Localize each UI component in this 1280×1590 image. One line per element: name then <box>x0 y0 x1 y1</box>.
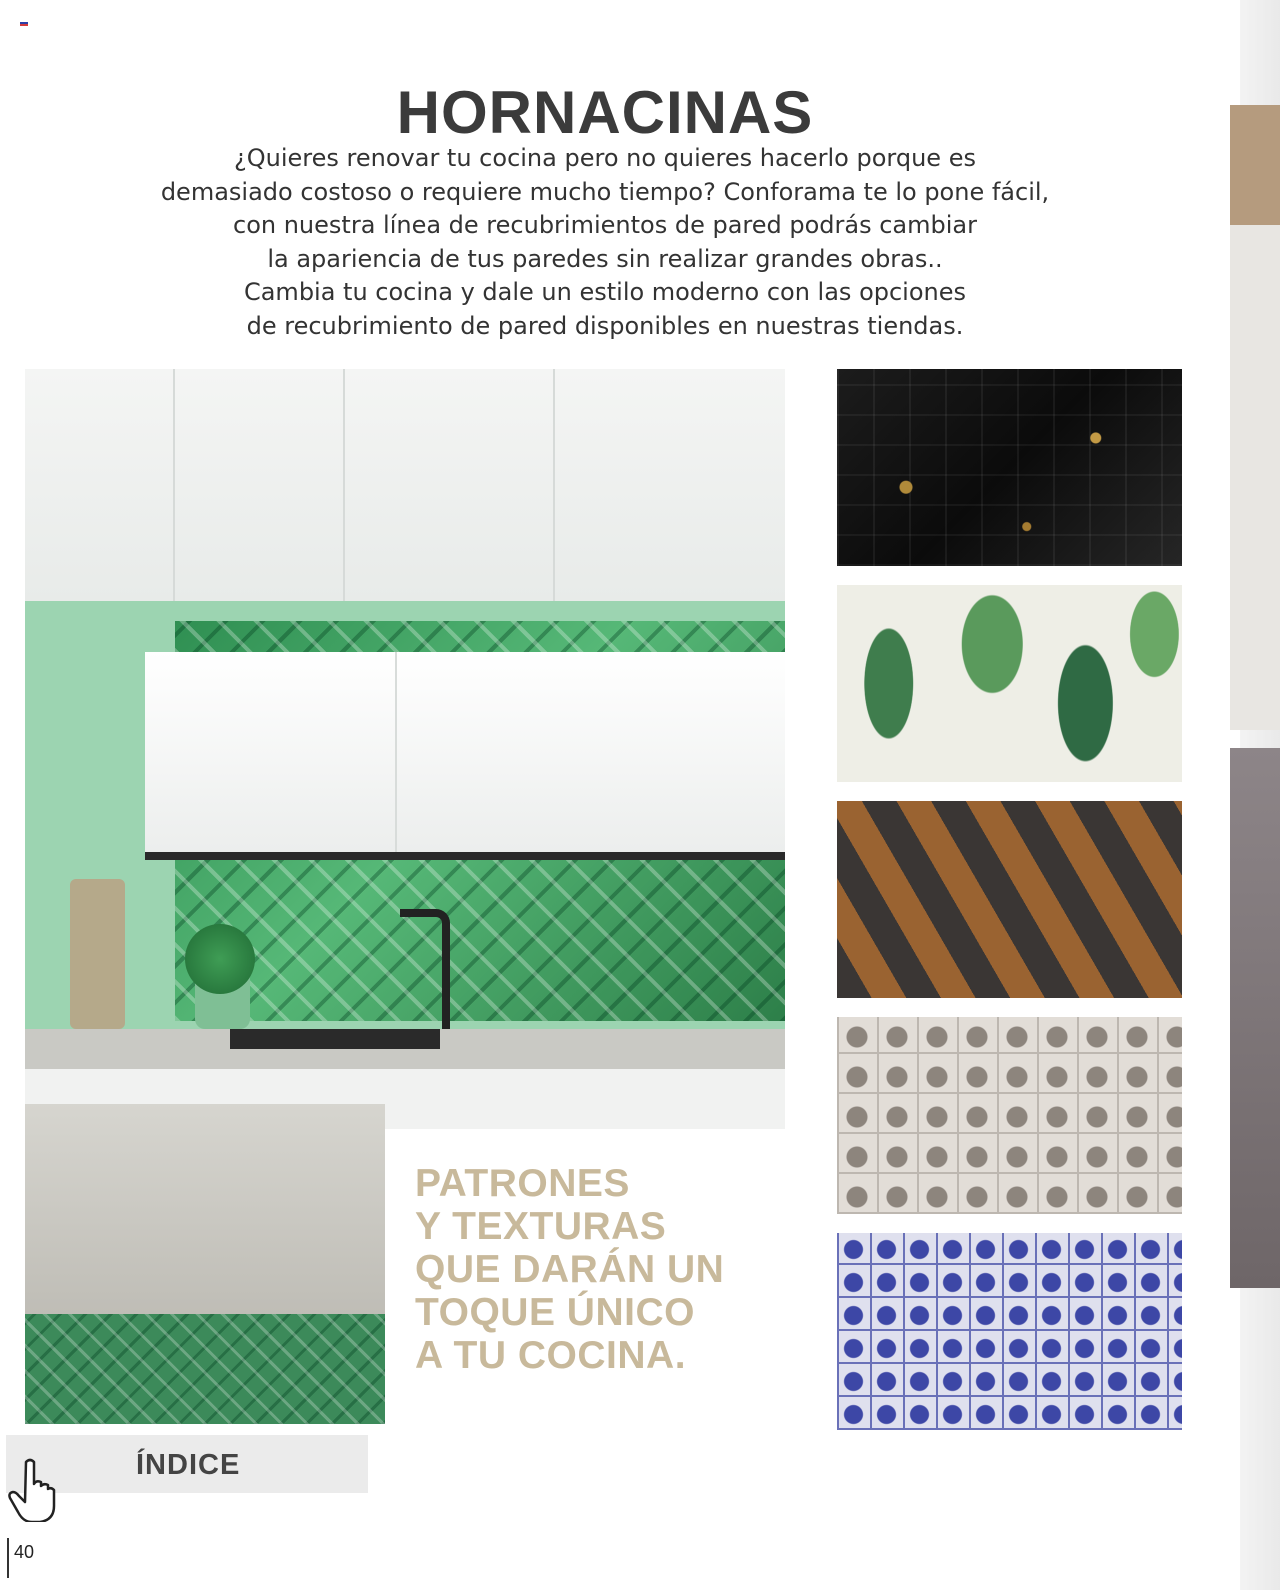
swatch-black-gold-marble <box>837 369 1182 566</box>
swatch-grey-tiles <box>837 1017 1182 1214</box>
next-page-peek <box>1230 748 1280 1288</box>
slogan-line: PATRONES <box>415 1162 630 1205</box>
flag-icon <box>20 22 28 27</box>
floating-cabinet <box>145 652 785 852</box>
swatch-blue-tiles <box>837 1233 1182 1430</box>
cutting-boards <box>70 879 125 1029</box>
island-counter <box>25 1104 385 1314</box>
intro-line: de recubrimiento de pared disponibles en nuestras tiendas. <box>246 311 964 340</box>
slogan-line: QUE DARÁN UN <box>415 1248 725 1291</box>
upper-cabinets <box>25 369 785 601</box>
slogan-line: TOQUE ÚNICO <box>415 1291 695 1334</box>
sink <box>230 1029 440 1049</box>
intro-line: ¿Quieres renovar tu cocina pero no quieres hacerlo porque es <box>234 144 976 172</box>
intro-line: Cambia tu cocina y dale un estilo moderno con las opciones <box>243 278 967 306</box>
intro-line: demasiado costoso o requiere mucho tiempo? Conforama te lo pone fácil, <box>160 177 1050 206</box>
index-button-label: ÍNDICE <box>136 1449 241 1481</box>
slogan-line: A TU COCINA. <box>415 1334 687 1377</box>
intro-paragraph <box>100 142 1110 343</box>
tile-detail <box>25 1314 385 1424</box>
slogan-line: Y TEXTURAS <box>415 1205 667 1248</box>
plant <box>185 924 255 994</box>
page-number-rule <box>7 1538 9 1578</box>
slogan <box>415 1162 724 1377</box>
hand-pointer-icon[interactable] <box>6 1456 62 1522</box>
page-title: HORNACINAS <box>396 79 814 146</box>
swatch-wood-triangles <box>837 801 1182 998</box>
page-number: 40 <box>14 1542 35 1562</box>
intro-line: con nuestra línea de recubrimientos de pared podrás cambiar <box>233 211 977 239</box>
intro-line: la apariencia de tus paredes sin realizar grandes obras.. <box>267 244 943 273</box>
swatch-tropical-leaves <box>837 585 1182 782</box>
next-page-peek <box>1230 105 1280 730</box>
faucet-icon <box>400 909 450 1034</box>
